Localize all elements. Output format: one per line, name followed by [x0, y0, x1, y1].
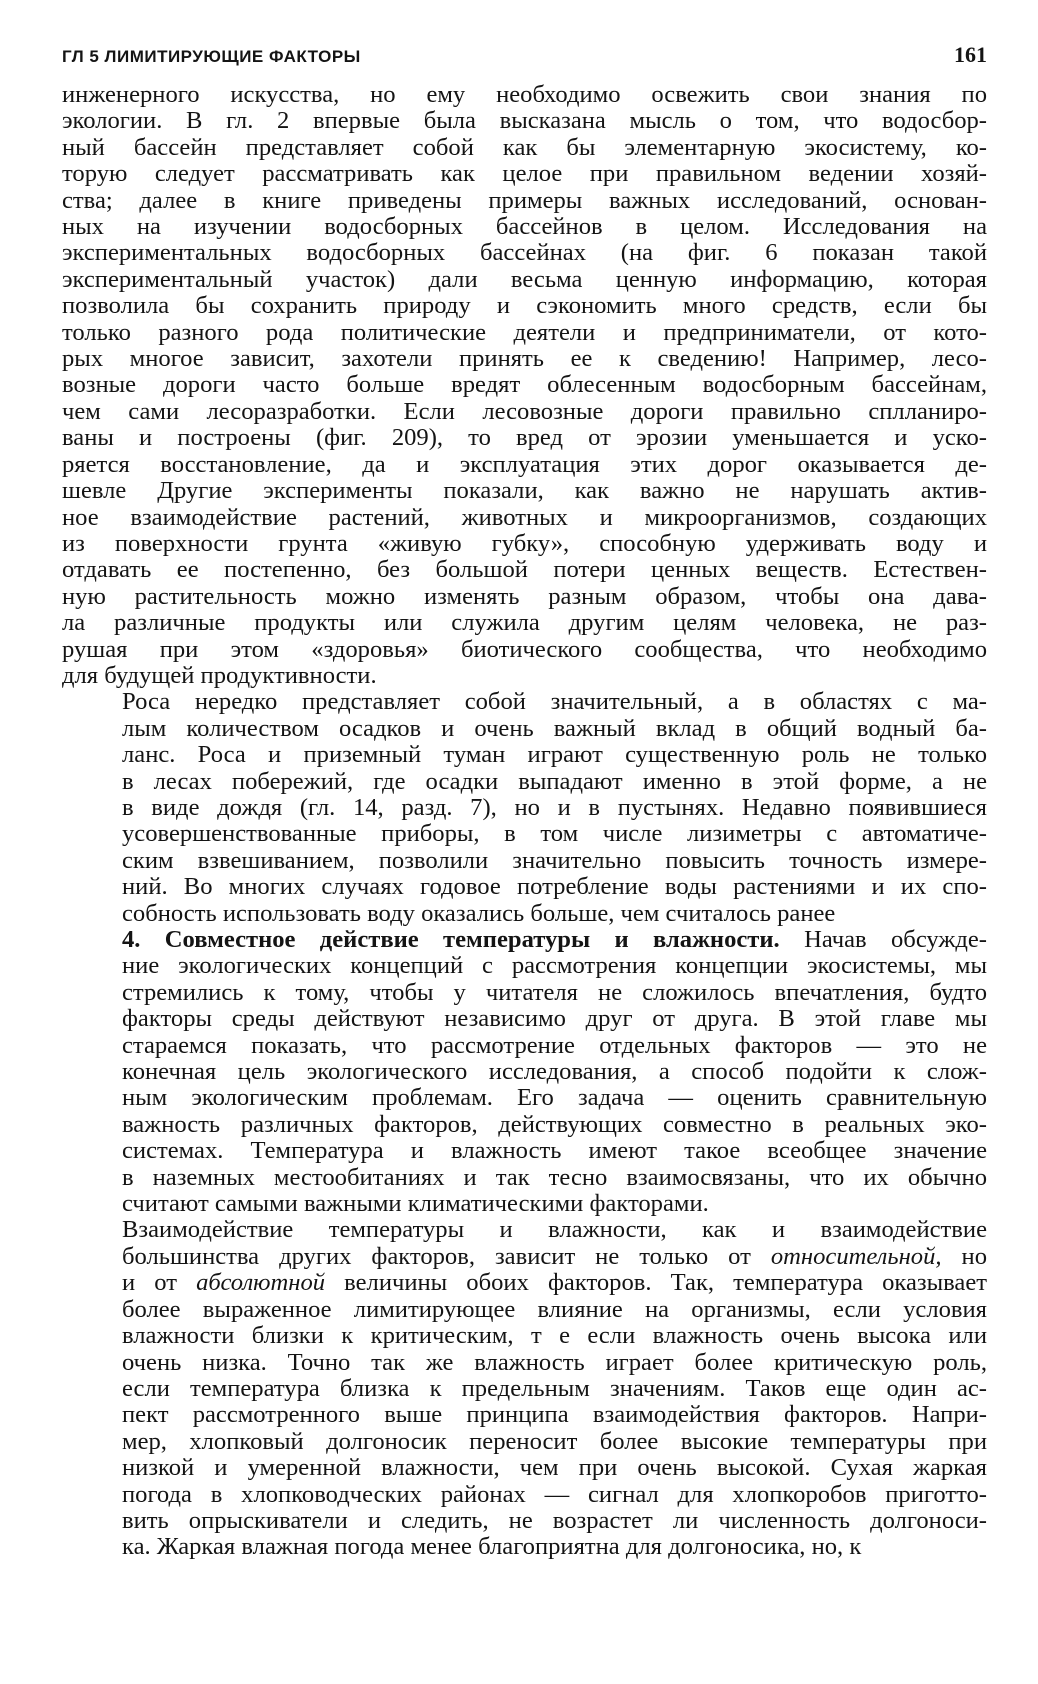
text-line: низкой и умеренной влажности, чем при очень высокой. Сухая жаркая: [122, 1455, 987, 1482]
text-line: пект рассмотренного выше принципа взаимодействия факторов. Напри-: [122, 1402, 987, 1429]
text-line: важность различных факторов, действующих совместно в реальных эко-: [122, 1111, 987, 1138]
running-head: [62, 42, 987, 68]
text-line: инженерного искусства, но ему необходимо освежить свои знания по: [62, 82, 987, 108]
text-line: ным экологическим проблемам. Его задача — оценить сравнительную: [122, 1085, 987, 1112]
text-line: экологии. В гл. 2 впервые была высказана мысль о том, что водосбор-: [62, 108, 987, 135]
text-line: ства; далее в книге приведены примеры важных исследований, основан-: [62, 187, 987, 214]
text-line: шевле Другие эксперименты показали, как важно не нарушать актив-: [62, 478, 987, 505]
text-line: очень низка. Точно так же влажность играет более критическую роль,: [122, 1349, 987, 1376]
text-line: ние экологических концепций с рассмотрения концепции экосистемы, мы: [122, 953, 987, 980]
paragraph-watershed: [62, 82, 987, 689]
text-line: ряется восстановление, да и эксплуатация этих дорог оказывается де-: [62, 451, 987, 478]
text-line: Роса нередко представляет собой значительный, а в областях с ма-: [122, 689, 987, 716]
text-line: стараемся показать, что рассмотрение отдельных факторов — это не: [122, 1032, 987, 1059]
text-line: ний. Во многих случаях годовое потребление воды растениями и их спо-: [122, 874, 987, 901]
text-line: в лесах побережий, где осадки выпадают именно в этой форме, а не: [122, 768, 987, 795]
text-line: в виде дождя (гл. 14, разд. 7), но и в пустынях. Недавно появившиеся: [122, 794, 987, 821]
text-line: торую следует рассматривать как целое при правильном ведении хозяй-: [62, 161, 987, 188]
text-line: ским взвешиванием, позволили значительно повысить точность измере-: [122, 847, 987, 874]
text-line: влажности близки к критическим, т е если влажность очень высока или: [122, 1323, 987, 1350]
text-line: ланс. Роса и приземный туман играют существенную роль не только: [122, 742, 987, 769]
text-line: только разного рода политические деятели и предприниматели, от кото-: [62, 319, 987, 346]
paragraph-temperature-humidity: [62, 927, 987, 1217]
text-line: из поверхности грунта «живую губку», способную удерживать воду и: [62, 530, 987, 557]
text-line: ную растительность можно изменять разным образом, чтобы она дава-: [62, 583, 987, 610]
text-line: позволила бы сохранить природу и сэкономить много средств, если бы: [62, 293, 987, 320]
text-line: Взаимодействие температуры и влажности, как и взаимодействие: [122, 1217, 987, 1244]
text-line: экспериментальный участок) дали весьма ценную информацию, которая: [62, 266, 987, 293]
text-line: ка. Жаркая влажная погода менее благоприятна для долгоносика, но, к: [122, 1534, 862, 1561]
text-line: рых многое зависит, захотели принять ее к сведению! Например, лесо-: [62, 346, 987, 373]
text-line: в наземных местообитаниях и так тесно взаимосвязаны, что их обычно: [122, 1164, 987, 1191]
text-line: усовершенствованные приборы, в том числе лизиметры с автоматиче-: [122, 821, 987, 848]
text-line: ла различные продукты или служила другим целям человека, не раз-: [62, 610, 987, 637]
text-line: факторы среды действуют независимо друг от друга. В этой главе мы: [122, 1006, 987, 1033]
text-line: и от абсолютной величины обоих факторов. Так, температура оказывает: [122, 1270, 987, 1297]
text-line: ный бассейн представляет собой как бы элементарную экосистему, ко-: [62, 134, 987, 161]
text-line: ное взаимодействие растений, животных и микроорганизмов, создающих: [62, 504, 987, 531]
body-text: [62, 82, 987, 1561]
text-line: мер, хлопковый долгоносик переносит более высокие температуры при: [122, 1428, 987, 1455]
text-line: более выраженное лимитирующее влияние на организмы, если условия: [122, 1296, 987, 1323]
text-line: конечная цель экологического исследования, а способ подойти к слож-: [122, 1059, 987, 1086]
text-line: ных на изучении водосборных бассейнов в целом. Исследования на: [62, 214, 987, 241]
text-line: погода в хлопководческих районах — сигнал для хлопкоробов приготто-: [122, 1481, 987, 1508]
text-line: экспериментальных водосборных бассейнах (на фиг. 6 показан такой: [62, 240, 987, 267]
text-line: отдавать ее постепенно, без большой потери ценных веществ. Естествен-: [62, 557, 987, 584]
section-heading: 4. Совместное действие температуры и влажности.: [122, 927, 780, 953]
text-line: возные дороги часто больше вредят облесенным водосборным бассейнам,: [62, 372, 987, 399]
text-line: большинства других факторов, зависит не только от относительной, но: [122, 1243, 987, 1270]
text-line: 4. Совместное действие температуры и влажности. Начав обсужде-: [122, 927, 987, 953]
paragraph-interaction: [62, 1217, 987, 1560]
text-line: ваны и построены (фиг. 209), то вред от эрозии уменьшается и уско-: [62, 425, 987, 452]
paragraph-dew: [62, 689, 987, 927]
page-number: 161: [954, 42, 987, 67]
text-line: для будущей продуктивности.: [62, 662, 377, 689]
book-page: [62, 42, 987, 1561]
text-line: если температура близка к предельным значениям. Таков еще один ас-: [122, 1375, 987, 1402]
text-line: системах. Температура и влажность имеют такое всеобщее значение: [122, 1138, 987, 1165]
chapter-title: ГЛ 5 ЛИМИТИРУЮЩИЕ ФАКТОРЫ: [62, 47, 361, 66]
text-line: стремились к тому, чтобы у читателя не сложилось впечатления, будто: [122, 979, 987, 1006]
text-line: чем сами лесоразработки. Если лесовозные дороги правильно сплланиро-: [62, 398, 987, 425]
text-line: вить опрыскиватели и следить, не возрастет ли численность долгоноси-: [122, 1507, 987, 1534]
text-line: собность использовать воду оказались больше, чем считалось ранее: [122, 900, 836, 927]
text-line: лым количеством осадков и очень важный вклад в общий водный ба-: [122, 715, 987, 742]
text-line: рушая при этом «здоровья» биотического сообщества, что необходимо: [62, 636, 987, 663]
text-line: считают самыми важными климатическими факторами.: [122, 1191, 709, 1218]
